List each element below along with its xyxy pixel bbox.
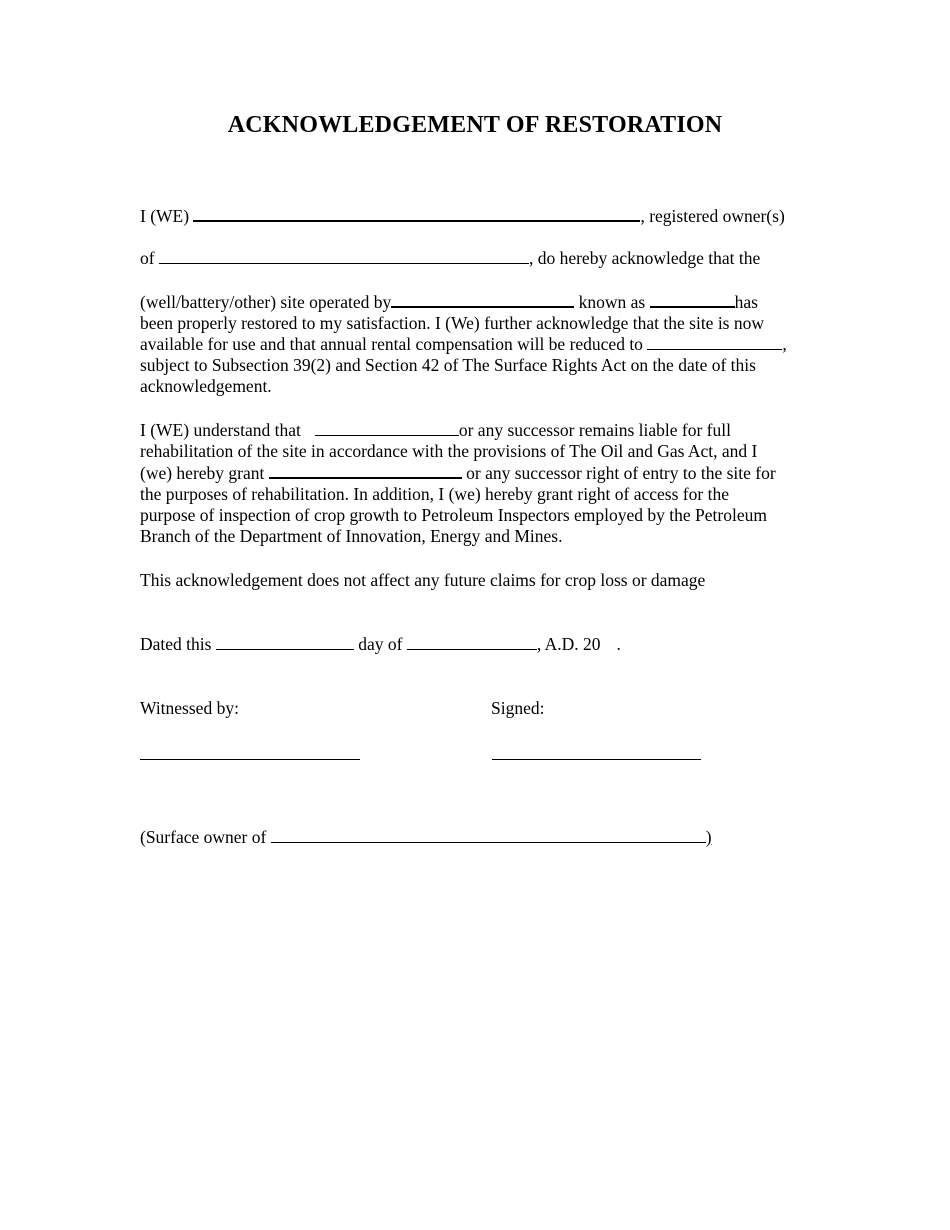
dated-period: . (616, 634, 621, 654)
dated-line (140, 634, 621, 655)
rental-text: available for use and that annual rental compensation will be reduced to (140, 334, 643, 354)
owner-prefix: I (WE) (140, 206, 190, 226)
restoration-text-line4: subject to Subsection 39(2) and Section 42 of The Surface Rights Act on the date of this (140, 355, 756, 375)
ad-label: , A.D. 20 (536, 634, 601, 654)
liability-text-line5: purpose of inspection of crop growth to Petroleum Inspectors employed by the Petroleum (140, 505, 767, 525)
restoration-paragraph (140, 291, 830, 397)
day-of-label: day of (353, 634, 407, 654)
address-blank[interactable] (159, 248, 529, 264)
owner-signature-line[interactable] (492, 759, 701, 760)
surface-owner-line (140, 827, 712, 848)
liability-text-line4: the purposes of rehabilitation. In addition, I (we) hereby grant right of access for the (140, 484, 729, 504)
witnessed-label: Witnessed by: (140, 698, 239, 718)
owner-suffix: , registered owner(s) (640, 206, 785, 226)
owner-line (140, 205, 785, 227)
surface-owner-suffix: ) (705, 827, 712, 847)
liability-paragraph (140, 420, 830, 547)
year-blank[interactable] (601, 635, 617, 650)
site-name-blank[interactable] (650, 291, 735, 308)
liability-text-line6: Branch of the Department of Innovation, Energy and Mines. (140, 526, 563, 546)
address-line (140, 248, 760, 269)
rental-amount-blank[interactable] (647, 334, 782, 350)
month-blank[interactable] (407, 634, 537, 650)
right-of-entry-text: or any successor right of entry to the site for (461, 463, 776, 483)
has-label: has (734, 292, 758, 312)
grant-label: (we) hereby grant (140, 463, 265, 483)
restoration-text-line2: been properly restored to my satisfaction. I (We) further acknowledge that the site is now (140, 313, 765, 333)
surface-land-blank[interactable] (271, 827, 706, 843)
surface-owner-prefix: (Surface owner of (140, 827, 267, 847)
operator-blank[interactable] (391, 291, 574, 308)
document-title: ACKNOWLEDGEMENT OF RESTORATION (227, 112, 723, 138)
grantee-blank[interactable] (269, 462, 462, 479)
day-blank[interactable] (216, 634, 354, 650)
successor-text: or any successor remains liable for full (458, 420, 731, 440)
signed-label: Signed: (491, 698, 545, 718)
address-prefix: of (140, 248, 155, 268)
restoration-text-line5: acknowledgement. (140, 376, 272, 396)
liability-text-line2: rehabilitation of the site in accordance with the provisions of The Oil and Gas Act, and I (140, 441, 758, 461)
dated-prefix: Dated this (140, 634, 212, 654)
claims-statement: This acknowledgement does not affect any future claims for crop loss or damage (140, 570, 706, 590)
owner-name-blank[interactable] (193, 205, 640, 222)
rental-comma: , (782, 334, 787, 354)
site-operated-label: (well/battery/other) site operated by (140, 292, 392, 312)
known-as-label: known as (574, 292, 650, 312)
liable-party-blank[interactable] (315, 420, 459, 436)
understand-label: I (WE) understand that (140, 420, 301, 440)
witness-signature-line[interactable] (140, 759, 360, 760)
address-suffix: , do hereby acknowledge that the (528, 248, 761, 268)
